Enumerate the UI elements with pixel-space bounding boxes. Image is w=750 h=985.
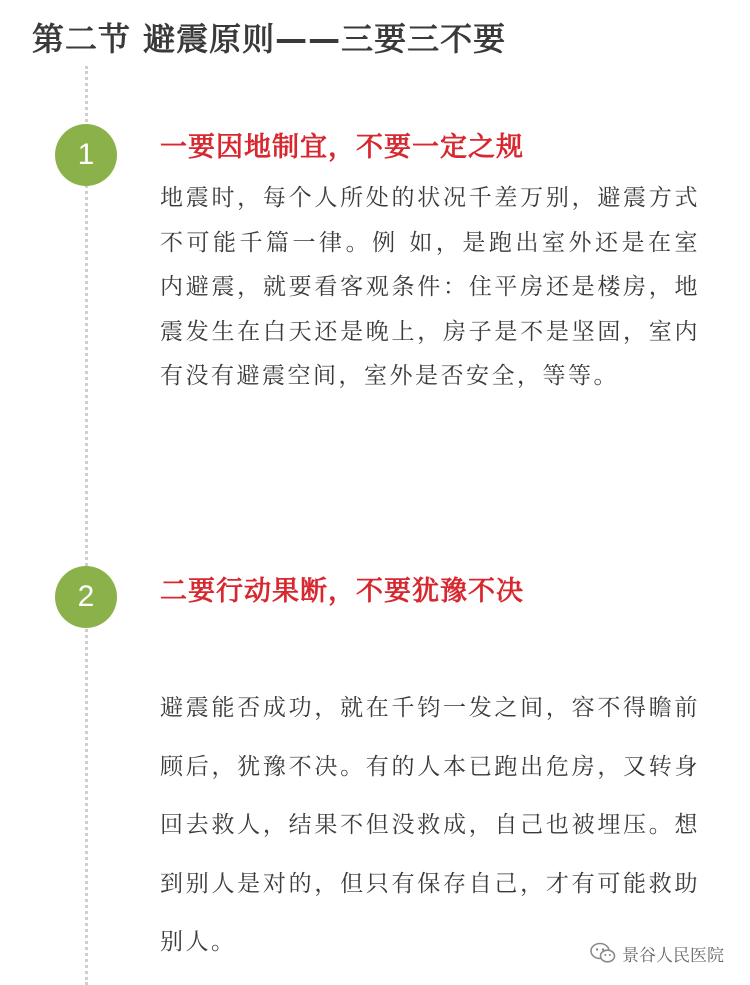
page-title: 第二节 避震原则——三要三不要 — [32, 20, 507, 58]
principle-heading: 二要行动果断，不要犹豫不决 — [160, 576, 524, 607]
source-watermark — [590, 940, 724, 966]
step-number-badge: 1 — [55, 124, 117, 186]
wechat-icon — [590, 942, 616, 964]
source-account-name: 景谷人民医院 — [622, 945, 724, 966]
step-number-badge: 2 — [55, 566, 117, 628]
timeline-dotted-line — [85, 66, 88, 985]
principle-body: 避震能否成功，就在千钧一发之间，容不得瞻前顾后，犹豫不决。有的人本已跑出危房，又转身回去救人，结果不但没救成，自己也被埋压。想到别人是对的，但只有保存自己，才有可能救助别人。 — [160, 695, 700, 955]
principle-heading: 一要因地制宜，不要一定之规 — [160, 132, 524, 163]
principle-body: 地震时，每个人所处的状况千差万别，避震方式不可能千篇一律。例 如，是跑出室外还是在室内避震，就要看客观条件：住平房还是楼房，地震发生在白天还是晚上，房子是不是坚固，室内有没有避震空间，室外是否安全，等等。 — [160, 185, 700, 389]
